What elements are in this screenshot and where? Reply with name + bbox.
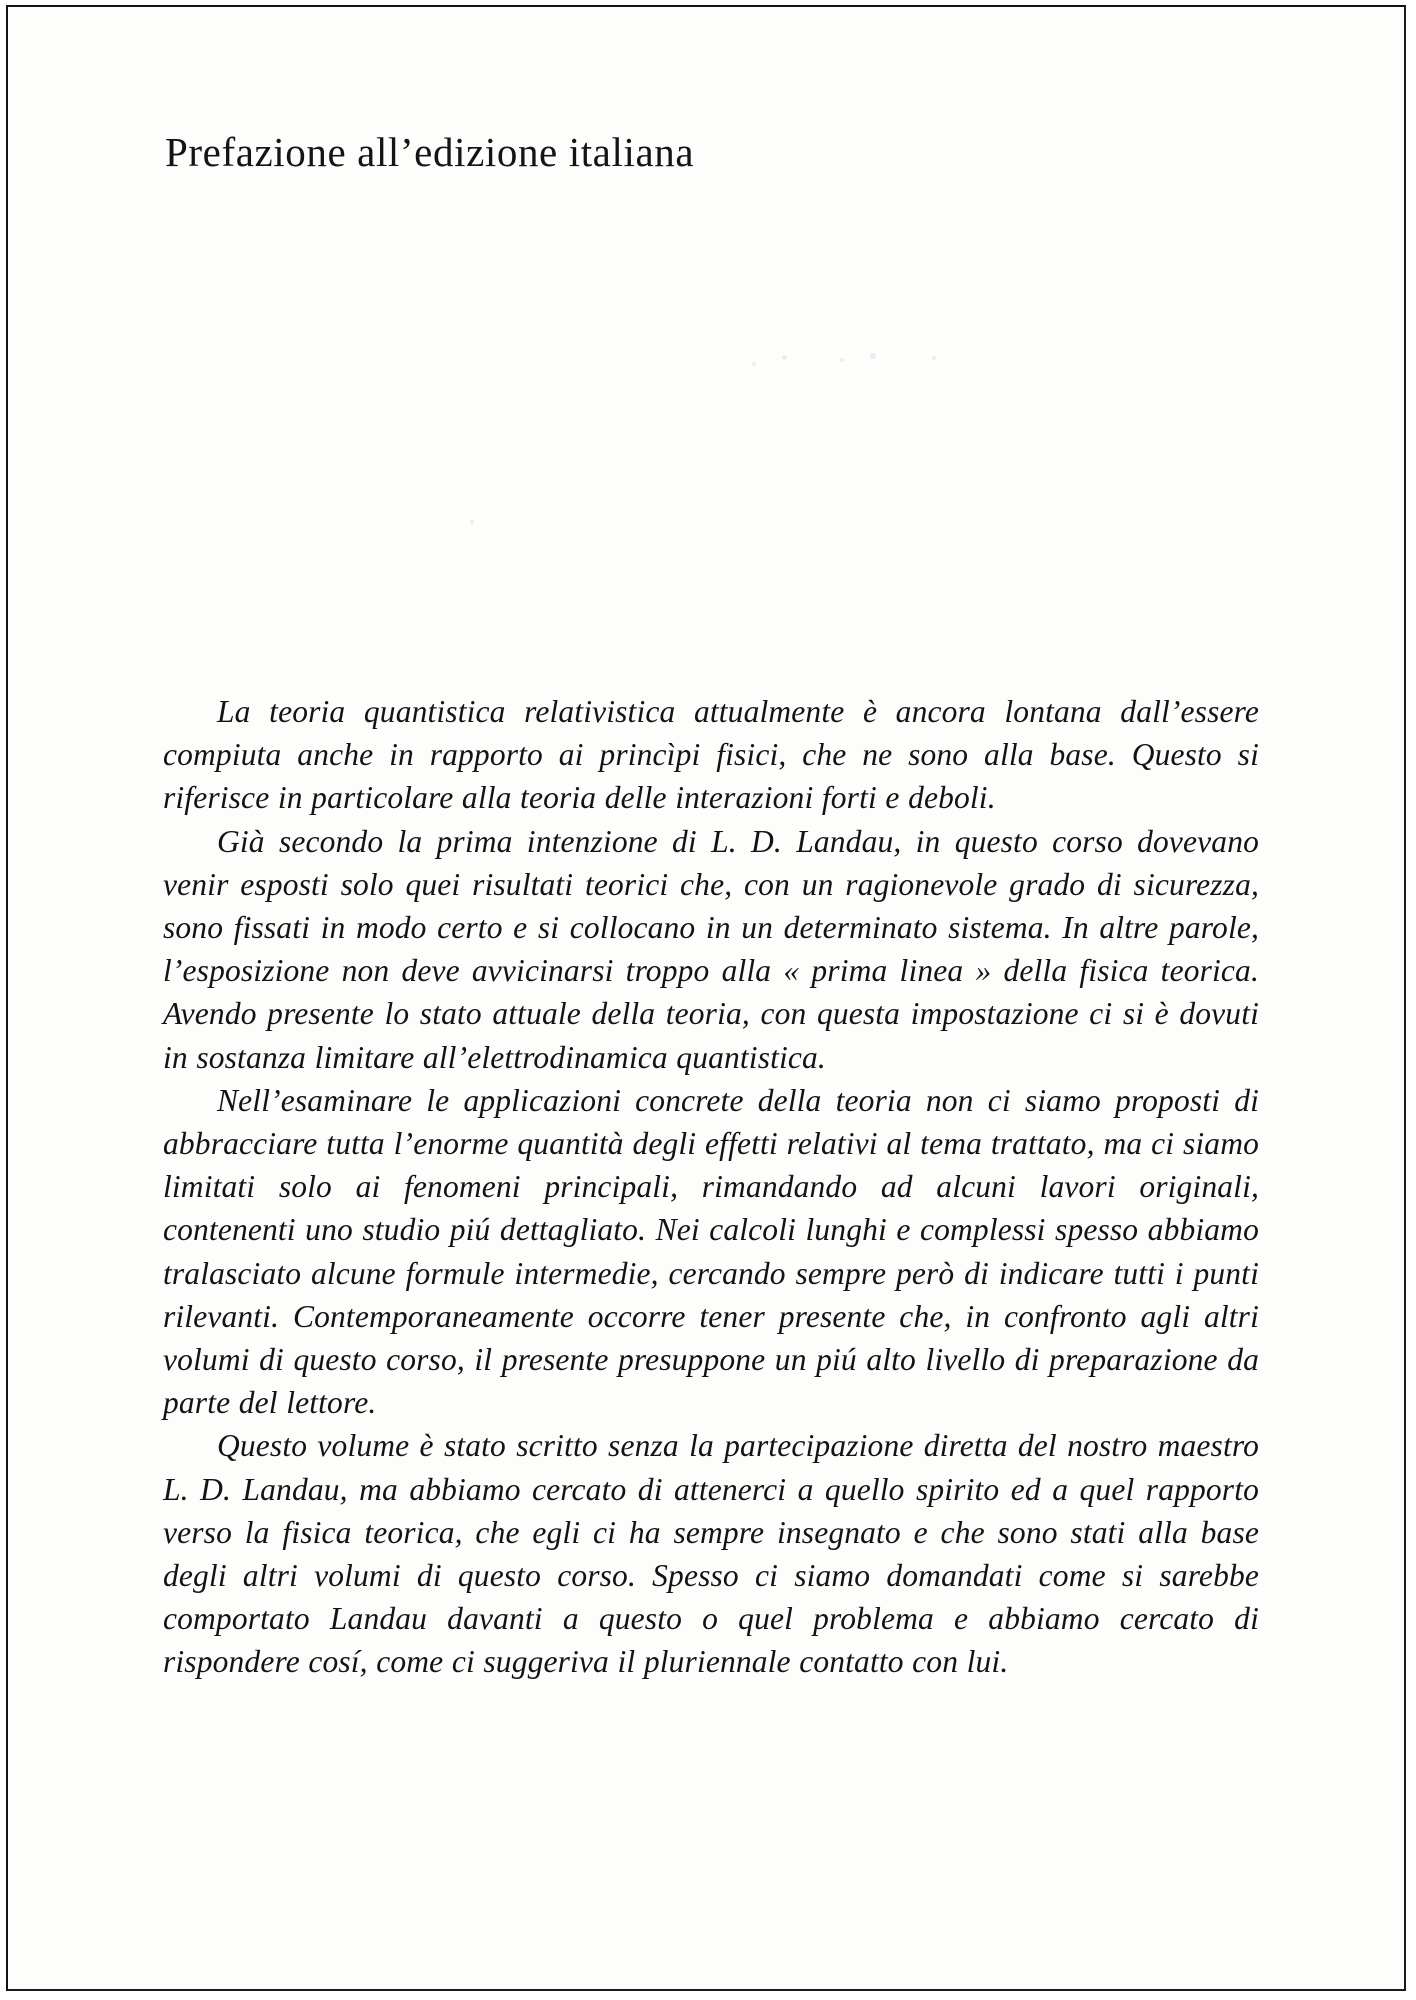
paragraph: Questo volume è stato scritto senza la partecipazione diretta del nostro maestro L. D. Landau, ma abbiamo cercato di attenerci a quello spirito ed a quel rapporto verso la fisica teorica, che egli ci ha sempre insegnato e che sono stati alla base degli altri volumi di questo corso. Spesso ci siamo domandati come si sarebbe comportato Landau davanti a questo o quel problema e abbiamo cercato di rispondere cosí, come ci suggeriva il pluriennale contatto con lui. xyxy=(163,1428,1259,1680)
body-text-block xyxy=(163,690,1259,1684)
page-title: Prefazione all’edizione italiana xyxy=(165,129,695,176)
paragraph: Nell’esaminare le applicazioni concrete della teoria non ci siamo proposti di abbracciare tutta l’enorme quantità degli effetti relativi al tema trattato, ma ci siamo limitati solo ai fenomeni principali, rimandando ad alcuni lavori originali, contenenti uno studio piú dettagliato. Nei calcoli lunghi e complessi spesso abbiamo tralasciato alcune formule intermedie, cercando sempre però di indicare tutti i punti rilevanti. Contemporaneamente occorre tener presente che, in confronto agli altri volumi di questo corso, il presente presuppone un piú alto livello di preparazione da parte del lettore. xyxy=(163,1082,1259,1421)
paragraph: Già secondo la prima intenzione di L. D. Landau, in questo corso dovevano venir esposti solo quei risultati teorici che, con un ragionevole grado di sicurezza, sono fissati in modo certo e si collocano in un determinato sistema. In altre parole, l’esposizione non deve avvicinarsi troppo alla « prima linea » della fisica teorica. Avendo presente lo stato attuale della teoria, con questa impostazione ci si è dovuti in sostanza limitare all’elettrodinamica quantistica. xyxy=(163,823,1259,1075)
paragraph: La teoria quantistica relativistica attualmente è ancora lontana dall’essere compiuta anche in rapporto ai princìpi fisici, che ne sono alla base. Questo si riferisce in particolare alla teoria delle interazioni forti e deboli. xyxy=(163,694,1259,816)
